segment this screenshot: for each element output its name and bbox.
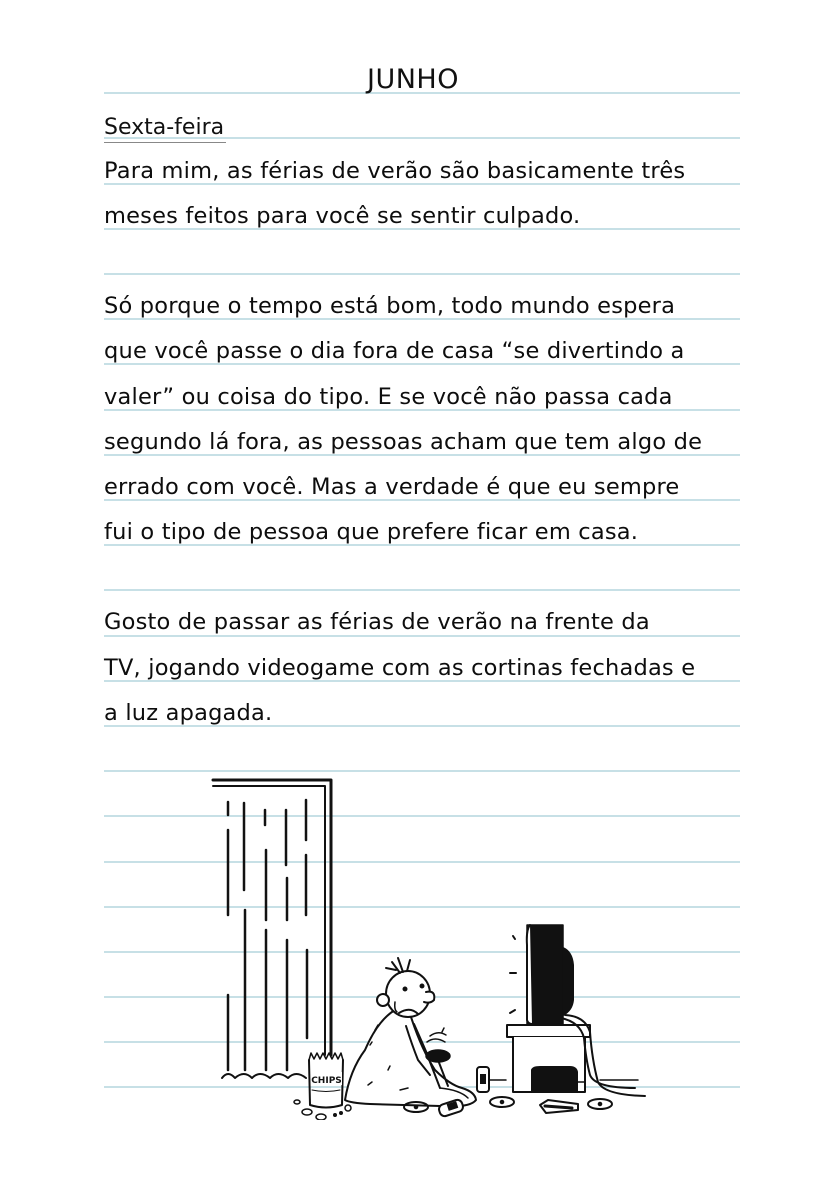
text-line: fui o tipo de pessoa que prefere ficar em casa. (104, 519, 639, 545)
text-line: segundo lá fora, as pessoas acham que tem algo de (104, 429, 703, 455)
text-line: TV, jogando videogame com as cortinas fechadas e (104, 655, 696, 681)
day-heading: Sexta-feira (104, 114, 226, 143)
curtain-icon (213, 780, 331, 1078)
game-case-icon (540, 1100, 578, 1113)
ruled-line (104, 589, 740, 591)
chips-bag-icon (294, 1053, 351, 1120)
text-line: a luz apagada. (104, 700, 273, 726)
text-line: valer” ou coisa do tipo. E se você não passa cada (104, 384, 673, 410)
illustration-boy-playing-videogame (200, 770, 660, 1120)
text-line: meses feitos para você se sentir culpado. (104, 203, 581, 229)
ruled-line (104, 273, 740, 275)
soda-can-icon (477, 1067, 489, 1092)
text-line: Só porque o tempo está bom, todo mundo espera (104, 293, 676, 319)
svg-text:CHIPS: CHIPS (311, 1076, 342, 1086)
text-line: errado com você. Mas a verdade é que eu sempre (104, 474, 680, 500)
text-line: Gosto de passar as férias de verão na frente da (104, 609, 650, 635)
game-console-icon (532, 1067, 584, 1092)
text-line: que você passe o dia fora de casa “se divertindo a (104, 338, 685, 364)
month-heading: JUNHO (367, 64, 459, 95)
text-line: Para mim, as férias de verão são basicamente três (104, 158, 686, 184)
boy-in-blanket-icon (345, 958, 476, 1106)
